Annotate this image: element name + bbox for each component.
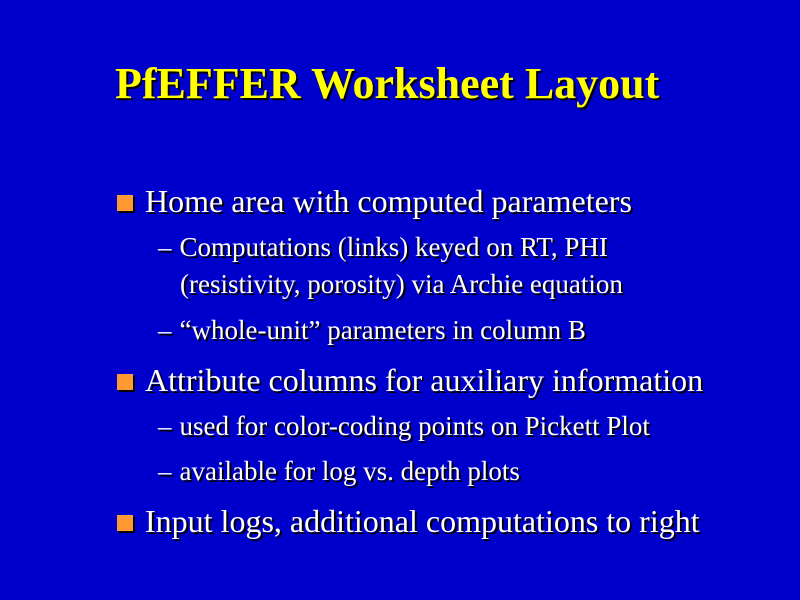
sub-bullet-1-2-text: “whole-unit” parameters in column B [179, 315, 586, 345]
bullet-1-text: Home area with computed parameters [145, 183, 632, 219]
bullet-3-text: Input logs, additional computations to right [145, 503, 700, 539]
sub-bullet-2-2-text: available for log vs. depth plots [179, 456, 520, 486]
dash-icon: – [158, 315, 172, 345]
sub-bullet-1-1 [158, 231, 608, 263]
slide-title: PfEFFER Worksheet Layout [115, 59, 660, 108]
sub-bullet-2-2 [158, 455, 520, 487]
dash-icon: – [158, 456, 172, 486]
sub-bullet-1-2 [158, 314, 586, 346]
sub-bullet-2-1-text: used for color-coding points on Pickett Plot [179, 411, 650, 441]
dash-icon: – [158, 232, 172, 262]
sub-bullet-1-1-line1: Computations (links) keyed on RT, PHI [179, 232, 608, 262]
bullet-2-text: Attribute columns for auxiliary information [145, 362, 704, 398]
bullet-square-icon [117, 515, 133, 531]
dash-icon: – [158, 411, 172, 441]
bullet-square-icon [117, 374, 133, 390]
sub-bullet-2-1 [158, 410, 650, 442]
bullet-square-icon [117, 195, 133, 211]
sub-bullet-1-1-line2: (resistivity, porosity) via Archie equation [180, 269, 623, 299]
